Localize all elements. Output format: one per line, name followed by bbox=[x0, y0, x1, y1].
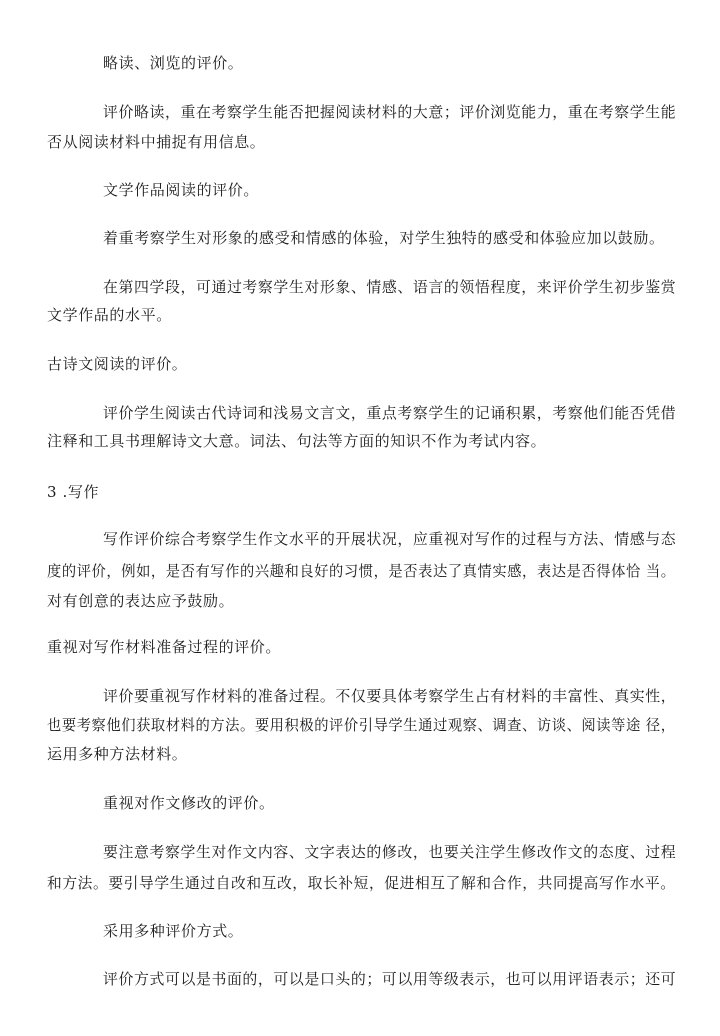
paragraph-line: 文学作品的水平。 bbox=[47, 306, 172, 324]
paragraph-line: 运用多种方法材料。 bbox=[47, 745, 188, 763]
paragraph-line: 和方法。要引导学生通过自改和互改，取长补短，促进相互了解和合作，共同提高写作水平。 bbox=[47, 874, 676, 892]
paragraph-line: 度的评价，例如，是否有写作的兴趣和良好的习惯，是否表达了真情实感，表达是否得体恰 当。 bbox=[47, 562, 676, 580]
heading-classical-poetry-evaluation: 古诗文阅读的评价。 bbox=[47, 355, 188, 373]
paragraph-line: 也要考察他们获取材料的方法。要用积极的评价引导学生通过观察、调查、访谈、阅读等途 径， bbox=[47, 716, 676, 734]
paragraph-line: 对有创意的表达应予鼓励。 bbox=[47, 592, 235, 610]
paragraph-line: 否从阅读材料中捕捉有用信息。 bbox=[47, 133, 266, 151]
heading-composition-revision-evaluation: 重视对作文修改的评价。 bbox=[103, 794, 275, 812]
paragraph-line: 注释和工具书理解诗文大意。词法、句法等方面的知识不作为考试内容。 bbox=[47, 432, 547, 450]
paragraph-line: 评价要重视写作材料的准备过程。不仅要具体考察学生占有材料的丰富性、真实性， bbox=[103, 687, 677, 705]
section-heading-writing: 3 .写作 bbox=[47, 483, 100, 501]
paragraph-line: 要注意考察学生对作文内容、文字表达的修改，也要关注学生修改作文的态度、过程 bbox=[103, 843, 677, 861]
paragraph-line: 着重考察学生对形象的感受和情感的体验，对学生独特的感受和体验应加以鼓励。 bbox=[103, 229, 665, 247]
paragraph-line: 在第四学段，可通过考察学生对形象、情感、语言的领悟程度，来评价学生初步鉴赏 bbox=[103, 278, 677, 296]
paragraph-line: 评价略读，重在考察学生能否把握阅读材料的大意；评价浏览能力，重在考察学生能 bbox=[103, 103, 677, 121]
heading-multiple-evaluation-methods: 采用多种评价方式。 bbox=[103, 922, 244, 940]
heading-writing-material-preparation: 重视对写作材料准备过程的评价。 bbox=[47, 638, 282, 656]
paragraph-line: 评价方式可以是书面的，可以是口头的；可以用等级表示，也可以用评语表示；还可 bbox=[103, 970, 677, 988]
heading-literary-reading-evaluation: 文学作品阅读的评价。 bbox=[103, 181, 260, 199]
paragraph-line: 评价学生阅读古代诗词和浅易文言文，重点考察学生的记诵积累，考察他们能否凭借 bbox=[103, 404, 677, 422]
paragraph-line: 写作评价综合考察学生作文水平的开展状况，应重视对写作的过程与方法、情感与态 bbox=[103, 530, 677, 548]
heading-skim-browse-evaluation: 略读、浏览的评价。 bbox=[103, 54, 244, 72]
